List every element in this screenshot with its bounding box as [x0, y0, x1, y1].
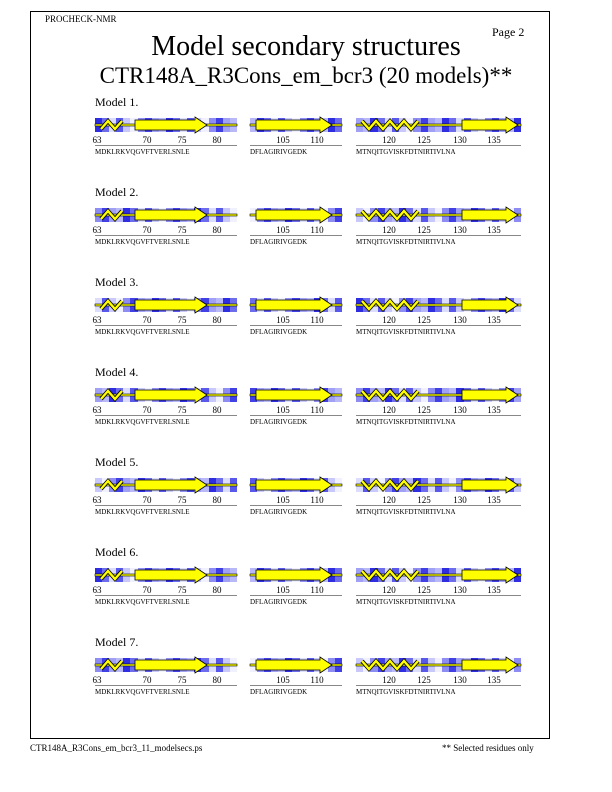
sequence-rule	[95, 145, 237, 146]
structure-diagram	[356, 475, 521, 495]
residue-tick-label: 135	[487, 675, 501, 685]
model-label: Model 4.	[95, 365, 139, 379]
model-block	[0, 275, 612, 355]
residue-tick-label: 70	[142, 225, 152, 235]
residue-tick-label: 105	[276, 585, 290, 595]
sequence-text: DFLAGIRIVGEDK	[250, 238, 308, 246]
strand-arrow	[135, 477, 207, 493]
sequence-rule	[95, 415, 237, 416]
sequence-text: MDKLRKVQGVFTVERLSNLE	[95, 148, 190, 156]
residue-tick-label: 130	[453, 585, 467, 595]
residue-tick-label: 105	[276, 675, 290, 685]
strand-arrow	[256, 117, 332, 133]
strand-arrow	[256, 477, 332, 493]
residue-tick-label: 105	[276, 135, 290, 145]
page-subtitle: CTR148A_R3Cons_em_bcr3 (20 models)**	[99, 63, 513, 88]
residue-tick-label: 63	[92, 315, 102, 325]
residue-tick-label: 70	[142, 495, 152, 505]
residue-tick-label: 130	[453, 405, 467, 415]
sequence-rule	[250, 415, 342, 416]
residue-tick-label: 63	[92, 585, 102, 595]
residue-tick-label: 63	[92, 675, 102, 685]
sequence-rule	[250, 505, 342, 506]
residue-tick-label: 120	[382, 225, 396, 235]
residue-tick-label: 125	[417, 315, 431, 325]
residue-tick-label: 130	[453, 225, 467, 235]
model-block	[0, 635, 612, 715]
residue-tick-label: 120	[382, 135, 396, 145]
sequence-text: DFLAGIRIVGEDK	[250, 418, 308, 426]
structure-diagram	[95, 475, 237, 495]
page-title: Model secondary structures	[151, 31, 461, 62]
sequence-rule	[356, 145, 521, 146]
strand-arrow	[135, 117, 207, 133]
residue-tick-label: 135	[487, 135, 501, 145]
sequence-text: MDKLRKVQGVFTVERLSNLE	[95, 508, 190, 516]
structure-diagram	[250, 655, 342, 675]
footer-note: ** Selected residues only	[442, 743, 534, 753]
sequence-rule	[356, 595, 521, 596]
residue-tick-label: 75	[177, 135, 187, 145]
sequence-rule	[250, 325, 342, 326]
residue-tick-label: 63	[92, 135, 102, 145]
structure-diagram	[356, 655, 521, 675]
strand-arrow	[256, 387, 332, 403]
residue-tick-label: 63	[92, 495, 102, 505]
strand-arrow	[135, 567, 207, 583]
strand-arrow	[256, 657, 332, 673]
sequence-text: MDKLRKVQGVFTVERLSNLE	[95, 328, 190, 336]
residue-tick-label: 75	[177, 495, 187, 505]
residue-tick-label: 135	[487, 225, 501, 235]
residue-tick-label: 80	[212, 495, 222, 505]
residue-tick-label: 120	[382, 585, 396, 595]
sequence-rule	[356, 235, 521, 236]
residue-tick-label: 75	[177, 225, 187, 235]
residue-tick-label: 75	[177, 315, 187, 325]
sequence-text: MDKLRKVQGVFTVERLSNLE	[95, 688, 190, 696]
residue-tick-label: 80	[212, 315, 222, 325]
model-label: Model 5.	[95, 455, 139, 469]
sequence-rule	[95, 235, 237, 236]
strand-arrow	[256, 567, 332, 583]
residue-tick-label: 130	[453, 135, 467, 145]
strand-arrow	[462, 387, 518, 403]
residue-tick-label: 80	[212, 405, 222, 415]
sequence-rule	[95, 505, 237, 506]
residue-tick-label: 110	[310, 495, 324, 505]
model-block	[0, 95, 612, 175]
sequence-rule	[250, 685, 342, 686]
structure-diagram	[250, 115, 342, 135]
residue-tick-label: 80	[212, 225, 222, 235]
structure-diagram	[95, 565, 237, 585]
residue-tick-label: 105	[276, 405, 290, 415]
sequence-text: MTNQITGVISKFDTNIRTIVLNA	[356, 508, 456, 516]
residue-tick-label: 135	[487, 585, 501, 595]
residue-tick-label: 125	[417, 495, 431, 505]
brand-label: PROCHECK-NMR	[45, 14, 117, 24]
footer-filename: CTR148A_R3Cons_em_bcr3_11_modelsecs.ps	[30, 743, 203, 753]
sequence-text: MDKLRKVQGVFTVERLSNLE	[95, 418, 190, 426]
strand-arrow	[135, 387, 207, 403]
sequence-text: MTNQITGVISKFDTNIRTIVLNA	[356, 238, 456, 246]
residue-tick-label: 125	[417, 675, 431, 685]
sequence-rule	[356, 415, 521, 416]
residue-tick-label: 70	[142, 585, 152, 595]
sequence-text: MTNQITGVISKFDTNIRTIVLNA	[356, 598, 456, 606]
structure-diagram	[250, 295, 342, 315]
residue-tick-label: 70	[142, 405, 152, 415]
residue-tick-label: 110	[310, 585, 324, 595]
residue-tick-label: 75	[177, 405, 187, 415]
structure-diagram	[95, 115, 237, 135]
residue-tick-label: 135	[487, 405, 501, 415]
structure-diagram	[356, 565, 521, 585]
sequence-rule	[356, 325, 521, 326]
residue-tick-label: 105	[276, 495, 290, 505]
sequence-rule	[95, 325, 237, 326]
strand-arrow	[462, 567, 518, 583]
structure-diagram	[95, 205, 237, 225]
residue-tick-label: 125	[417, 225, 431, 235]
sequence-text: DFLAGIRIVGEDK	[250, 688, 308, 696]
residue-tick-label: 105	[276, 315, 290, 325]
strand-arrow	[462, 117, 518, 133]
structure-diagram	[250, 475, 342, 495]
model-label: Model 7.	[95, 635, 139, 649]
residue-tick-label: 120	[382, 405, 396, 415]
residue-tick-label: 80	[212, 675, 222, 685]
residue-tick-label: 80	[212, 135, 222, 145]
residue-tick-label: 120	[382, 315, 396, 325]
residue-tick-label: 125	[417, 405, 431, 415]
page-number: Page 2	[492, 25, 525, 39]
residue-tick-label: 125	[417, 135, 431, 145]
sequence-rule	[356, 685, 521, 686]
sequence-rule	[250, 235, 342, 236]
sequence-rule	[95, 595, 237, 596]
residue-tick-label: 70	[142, 315, 152, 325]
sequence-rule	[95, 685, 237, 686]
structure-diagram	[356, 205, 521, 225]
structure-diagram	[356, 385, 521, 405]
strand-arrow	[462, 657, 518, 673]
sequence-text: MTNQITGVISKFDTNIRTIVLNA	[356, 688, 456, 696]
residue-tick-label: 110	[310, 225, 324, 235]
residue-tick-label: 80	[212, 585, 222, 595]
structure-diagram	[95, 655, 237, 675]
sequence-text: DFLAGIRIVGEDK	[250, 328, 308, 336]
structure-diagram	[356, 295, 521, 315]
model-block	[0, 545, 612, 625]
residue-tick-label: 70	[142, 135, 152, 145]
model-block	[0, 455, 612, 535]
model-label: Model 1.	[95, 95, 139, 109]
residue-tick-label: 75	[177, 585, 187, 595]
residue-tick-label: 120	[382, 495, 396, 505]
sequence-text: DFLAGIRIVGEDK	[250, 148, 308, 156]
model-block	[0, 185, 612, 265]
sequence-text: MDKLRKVQGVFTVERLSNLE	[95, 238, 190, 246]
sequence-rule	[250, 595, 342, 596]
model-label: Model 3.	[95, 275, 139, 289]
sequence-rule	[250, 145, 342, 146]
sequence-text: MDKLRKVQGVFTVERLSNLE	[95, 598, 190, 606]
residue-tick-label: 130	[453, 675, 467, 685]
structure-diagram	[95, 295, 237, 315]
residue-tick-label: 130	[453, 315, 467, 325]
model-label: Model 6.	[95, 545, 139, 559]
structure-diagram	[250, 565, 342, 585]
model-label: Model 2.	[95, 185, 139, 199]
sequence-text: DFLAGIRIVGEDK	[250, 598, 308, 606]
strand-arrow	[135, 207, 207, 223]
strand-arrow	[135, 657, 207, 673]
residue-tick-label: 125	[417, 585, 431, 595]
sequence-text: MTNQITGVISKFDTNIRTIVLNA	[356, 328, 456, 336]
residue-tick-label: 63	[92, 225, 102, 235]
strand-arrow	[462, 207, 518, 223]
structure-diagram	[95, 385, 237, 405]
residue-tick-label: 110	[310, 405, 324, 415]
sequence-text: DFLAGIRIVGEDK	[250, 508, 308, 516]
residue-tick-label: 130	[453, 495, 467, 505]
strand-arrow	[462, 297, 518, 313]
sequence-text: MTNQITGVISKFDTNIRTIVLNA	[356, 148, 456, 156]
strand-arrow	[256, 207, 332, 223]
residue-tick-label: 120	[382, 675, 396, 685]
strand-arrow	[256, 297, 332, 313]
strand-arrow	[462, 477, 518, 493]
residue-tick-label: 70	[142, 675, 152, 685]
structure-diagram	[250, 205, 342, 225]
residue-tick-label: 63	[92, 405, 102, 415]
residue-tick-label: 110	[310, 315, 324, 325]
sequence-text: MTNQITGVISKFDTNIRTIVLNA	[356, 418, 456, 426]
residue-tick-label: 110	[310, 675, 324, 685]
strand-arrow	[135, 297, 207, 313]
structure-diagram	[356, 115, 521, 135]
residue-tick-label: 135	[487, 315, 501, 325]
model-block	[0, 365, 612, 445]
residue-tick-label: 75	[177, 675, 187, 685]
structure-diagram	[250, 385, 342, 405]
sequence-rule	[356, 505, 521, 506]
residue-tick-label: 110	[310, 135, 324, 145]
residue-tick-label: 135	[487, 495, 501, 505]
residue-tick-label: 105	[276, 225, 290, 235]
